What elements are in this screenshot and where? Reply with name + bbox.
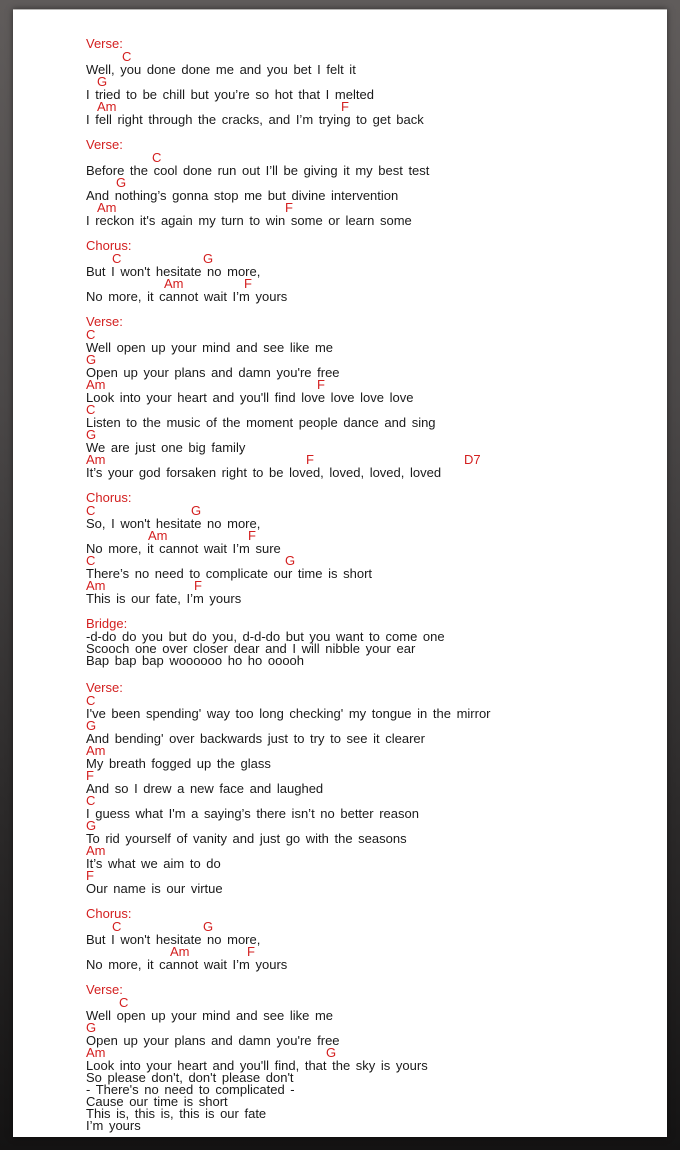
chord-row [86, 997, 646, 1009]
chord-label: F [317, 377, 325, 392]
song-line [86, 997, 646, 1022]
chord-label: G [203, 919, 214, 934]
lyric-text: But I won't hesitate no more, [86, 932, 261, 947]
lyric-text: I guess what I'm a saying’s there isn’t no better reason [86, 806, 419, 821]
lyric-text: Scooch one over closer dear and I will nibble your ear [86, 641, 416, 656]
lyric-text: No more, it cannot wait I’m yours [86, 289, 288, 304]
chord-label: C [112, 251, 122, 266]
chord-label: F [248, 528, 256, 543]
lyric-text: I tried to be chill but you’re so hot that I melted [86, 87, 374, 102]
lyric-text: No more, it cannot wait I’m sure [86, 541, 281, 556]
chord-label: G [116, 175, 127, 190]
song-section [86, 315, 646, 479]
song-line [86, 745, 646, 770]
chord-row [86, 1047, 646, 1059]
song-section [86, 983, 646, 1132]
chord-row [86, 795, 646, 807]
song-section [86, 138, 646, 227]
song-line [86, 404, 646, 429]
lyric-text: Well, you done done me and you bet I felt it [86, 62, 356, 77]
chord-label: Am [148, 528, 168, 543]
chord-label: Am [97, 99, 117, 114]
chord-label: G [86, 1020, 97, 1035]
song-line [86, 379, 646, 404]
chord-label: G [326, 1045, 337, 1060]
song-line [86, 1120, 646, 1132]
chord-label: Am [86, 1045, 106, 1060]
song-line [86, 505, 646, 530]
lyric-text: And bending' over backwards just to try to see it clearer [86, 731, 425, 746]
song-line [86, 795, 646, 820]
chord-row [86, 1022, 646, 1034]
lyric-text: I fell right through the cracks, and I’m trying to get back [86, 112, 424, 127]
chord-label: F [244, 276, 252, 291]
lyric-text: This is our fate, I’m yours [86, 591, 242, 606]
chord-row [86, 555, 646, 567]
chord-label: G [97, 74, 108, 89]
song-section [86, 681, 646, 895]
chord-label: G [285, 553, 296, 568]
chord-label: C [152, 150, 162, 165]
chord-label: G [86, 427, 97, 442]
song-section [86, 37, 646, 126]
song-section [86, 907, 646, 971]
lyric-text: I’m yours [86, 1118, 141, 1133]
lyric-text: To rid yourself of vanity and just go with the seasons [86, 831, 407, 846]
lyric-text: No more, it cannot wait I’m yours [86, 957, 288, 972]
chord-row [86, 946, 646, 958]
song-line [86, 770, 646, 795]
chord-label: G [203, 251, 214, 266]
chord-row [86, 51, 646, 63]
lyric-text: It’s what we aim to do [86, 856, 221, 871]
song-line [86, 354, 646, 379]
chord-row [86, 505, 646, 517]
chord-label: G [191, 503, 202, 518]
section-label: Verse: [86, 982, 123, 997]
lyric-text: Bap bap bap woooooo ho ho ooooh [86, 653, 305, 668]
lyric-text: Cause our time is short [86, 1094, 228, 1109]
song-line [86, 820, 646, 845]
chord-label: C [119, 995, 129, 1010]
chord-row [86, 745, 646, 757]
lyric-text: My breath fogged up the glass [86, 756, 271, 771]
song-line [86, 870, 646, 895]
chord-row [86, 202, 646, 214]
chord-label: C [86, 503, 96, 518]
lyric-text: Open up your plans and damn you're free [86, 365, 340, 380]
chord-label: G [86, 818, 97, 833]
lyric-text: It’s your god forsaken right to be loved, loved, loved, loved [86, 465, 442, 480]
chord-label: F [86, 868, 94, 883]
song-line [86, 202, 646, 227]
chord-label: Am [86, 452, 106, 467]
lyric-text: And nothing’s gonna stop me but divine intervention [86, 188, 399, 203]
song-line [86, 454, 646, 479]
song-line [86, 329, 646, 354]
section-label: Chorus: [86, 490, 132, 505]
chord-row [86, 720, 646, 732]
lyric-text: I reckon it's again my turn to win some or learn some [86, 213, 412, 228]
chord-row [86, 845, 646, 857]
song-line [86, 1108, 646, 1120]
section-label: Chorus: [86, 238, 132, 253]
song-line [86, 555, 646, 580]
lyric-text: Open up your plans and damn you're free [86, 1033, 340, 1048]
chord-row [86, 278, 646, 290]
song-section [86, 491, 646, 605]
lyric-text: Well open up your mind and see like me [86, 340, 333, 355]
lyric-text: We are just one big family [86, 440, 246, 455]
song-line [86, 253, 646, 278]
chord-row [86, 454, 646, 466]
song-line [86, 51, 646, 76]
chord-row [86, 379, 646, 391]
song-line [86, 1047, 646, 1072]
song-line [86, 845, 646, 870]
chord-row [86, 695, 646, 707]
song-sheet-page [13, 9, 667, 1137]
chord-label: Am [97, 200, 117, 215]
song-line [86, 76, 646, 101]
song-line [86, 429, 646, 454]
song-line [86, 655, 646, 667]
lyric-text: There’s no need to complicate our time is short [86, 566, 373, 581]
chord-label: C [86, 327, 96, 342]
song-line [86, 695, 646, 720]
chord-label: F [285, 200, 293, 215]
chord-label: C [86, 553, 96, 568]
lyric-text: -d-do do you but do you, d-d-do but you want to come one [86, 629, 445, 644]
song-line [86, 946, 646, 971]
chord-row [86, 770, 646, 782]
lyric-text: But I won't hesitate no more, [86, 264, 261, 279]
chord-label: G [86, 718, 97, 733]
chord-label: Am [164, 276, 184, 291]
chord-row [86, 354, 646, 366]
section-label: Verse: [86, 36, 123, 51]
chord-label: Am [86, 578, 106, 593]
chord-label: Am [86, 377, 106, 392]
chord-label: C [86, 793, 96, 808]
song-line [86, 720, 646, 745]
chord-row [86, 152, 646, 164]
song-line [86, 278, 646, 303]
chord-label: F [247, 944, 255, 959]
song-line [86, 580, 646, 605]
song-section [86, 239, 646, 303]
chord-row [86, 76, 646, 88]
section-label: Verse: [86, 314, 123, 329]
song-line [86, 101, 646, 126]
chord-row [86, 870, 646, 882]
song-line [86, 530, 646, 555]
chord-row [86, 404, 646, 416]
lyric-text: - There's no need to complicated - [86, 1082, 295, 1097]
lyric-text: Before the cool done run out I’ll be giving it my best test [86, 163, 430, 178]
chord-label: Am [86, 743, 106, 758]
lyric-text: Well open up your mind and see like me [86, 1008, 333, 1023]
song-line [86, 1022, 646, 1047]
chord-label: C [86, 693, 96, 708]
chord-row [86, 177, 646, 189]
section-label: Bridge: [86, 616, 128, 631]
chord-row [86, 253, 646, 265]
chord-row [86, 530, 646, 542]
chord-label: F [194, 578, 202, 593]
lyric-text: I've been spending' way too long checking' my tongue in the mirror [86, 706, 491, 721]
song-content [86, 37, 646, 1144]
chord-label: C [86, 402, 96, 417]
chord-row [86, 101, 646, 113]
lyric-text: Look into your heart and you'll find, that the sky is yours [86, 1058, 428, 1073]
lyric-text: This is, this is, this is our fate [86, 1106, 267, 1121]
chord-row [86, 820, 646, 832]
chord-label: D7 [464, 452, 481, 467]
song-line [86, 152, 646, 177]
chord-label: G [86, 352, 97, 367]
chord-row [86, 429, 646, 441]
chord-row [86, 329, 646, 341]
section-label: Verse: [86, 137, 123, 152]
chord-row [86, 921, 646, 933]
lyric-text: And so I drew a new face and laughed [86, 781, 324, 796]
chord-label: F [341, 99, 349, 114]
lyric-text: Look into your heart and you'll find love love love love [86, 390, 414, 405]
section-label: Chorus: [86, 906, 132, 921]
song-line [86, 921, 646, 946]
lyric-text: Our name is our virtue [86, 881, 223, 896]
chord-label: C [122, 49, 132, 64]
lyric-text: So, I won't hesitate no more, [86, 516, 261, 531]
chord-label: F [86, 768, 94, 783]
chord-label: Am [170, 944, 190, 959]
section-label: Verse: [86, 680, 123, 695]
lyric-text: So please don't, don't please don't [86, 1070, 294, 1085]
chord-row [86, 580, 646, 592]
song-section [86, 617, 646, 667]
song-line [86, 177, 646, 202]
chord-label: C [112, 919, 122, 934]
lyric-text: Listen to the music of the moment people dance and sing [86, 415, 436, 430]
chord-label: Am [86, 843, 106, 858]
chord-label: F [306, 452, 314, 467]
